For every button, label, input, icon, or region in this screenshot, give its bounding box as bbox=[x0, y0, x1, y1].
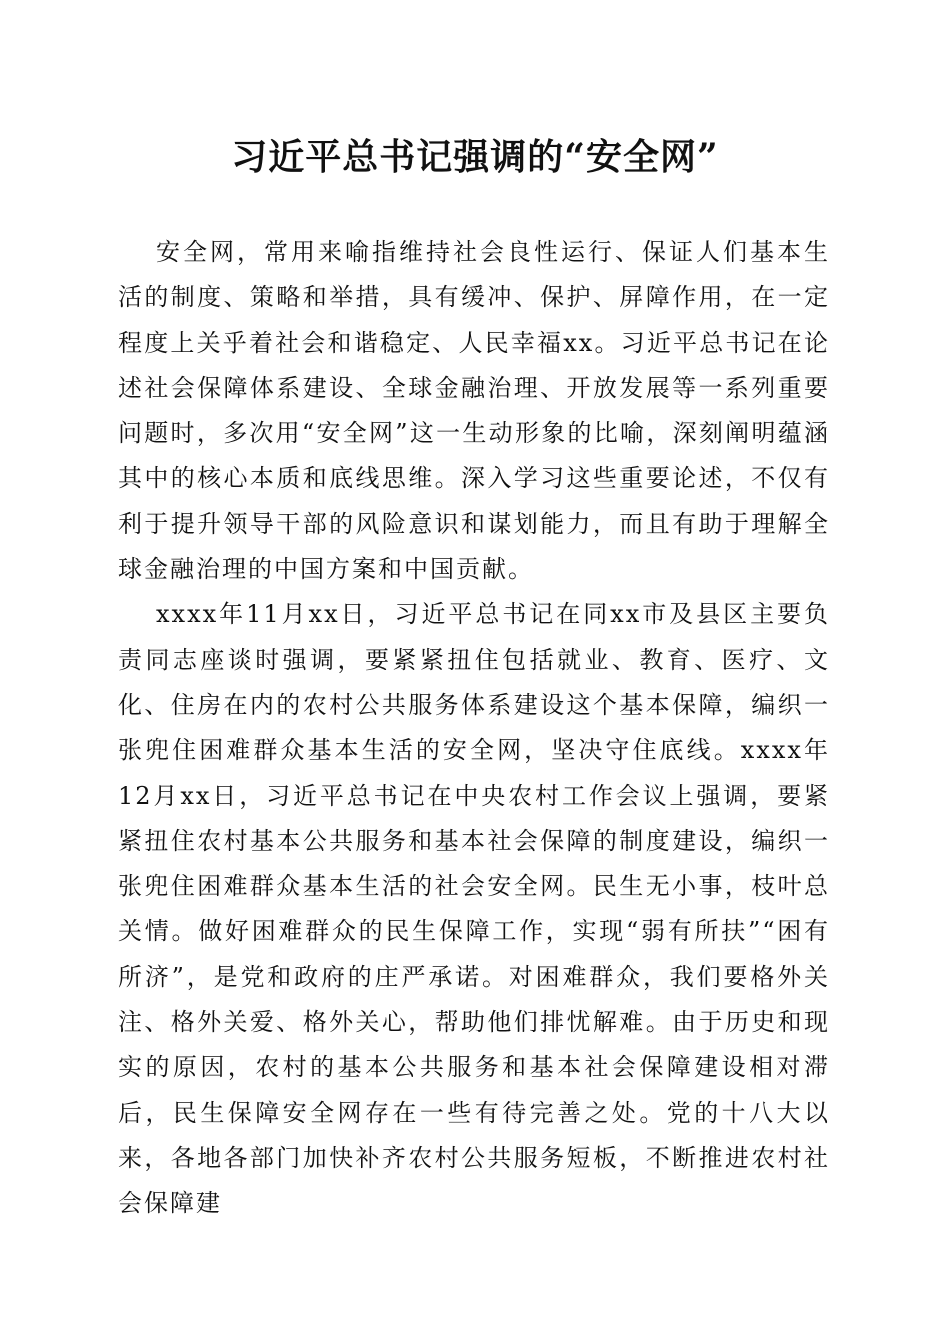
paragraph-1: 安全网，常用来喻指维持社会良性运行、保证人们基本生活的制度、策略和举措，具有缓冲、保护、屏障作用，在一定程度上关乎着社会和谐稳定、人民幸福xx。习近平总书记在论述社会保障体系建设、全球金融治理、开放发展等一系列重要问题时，多次用“安全网”这一生动形象的比喻，深刻阐明蕴涵其中的核心本质和底线思维。深入学习这些重要论述，不仅有利于提升领导干部的风险意识和谋划能力，而且有助于理解全球金融治理的中国方案和中国贡献。 bbox=[118, 238, 830, 584]
paragraph-2: xxxx年11月xx日，习近平总书记在同xx市及县区主要负责同志座谈时强调，要紧紧扭住包括就业、教育、医疗、文化、住房在内的农村公共服务体系建设这个基本保障，编织一张兜住困难群众基本生活的安全网，坚决守住底线。xxxx年12月xx日，习近平总书记在中央农村工作会议上强调，要紧紧扭住农村基本公共服务和基本社会保障的制度建设，编织一张兜住困难群众基本生活的社会安全网。民生无小事，枝叶总关情。做好困难群众的民生保障工作，实现“弱有所扶”“困有所济”，是党和政府的庄严承诺。对困难群众，我们要格外关注、格外关爱、格外关心，帮助他们排忧解难。由于历史和现实的原因，农村的基本公共服务和基本社会保障建设相对滞后，民生保障安全网存在一些有待完善之处。党的十八大以来，各地各部门加快补齐农村公共服务短板，不断推进农村社会保障建 bbox=[118, 600, 830, 1218]
document-title: 习近平总书记强调的“安全网” bbox=[231, 136, 719, 178]
document-body bbox=[118, 230, 830, 1227]
